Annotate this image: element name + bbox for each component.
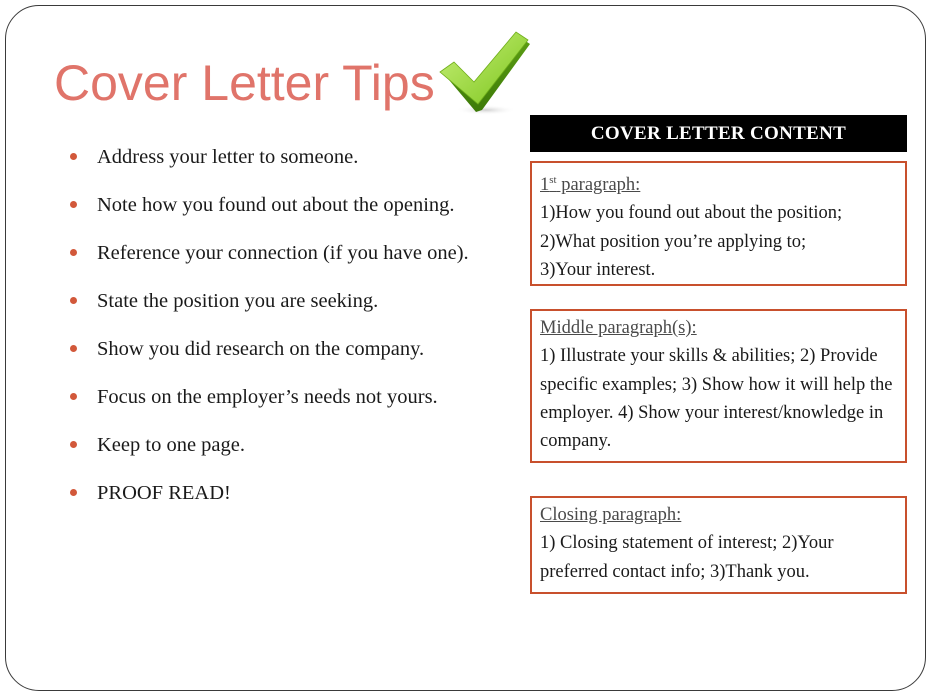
middle-paragraph-body: 1) Illustrate your skills & abilities; 2) Provide specific examples; 3) Show how it will help the employer. 4) Show your interest/knowledge in company. — [540, 346, 893, 452]
list-item — [70, 377, 470, 417]
tip-text: Focus on the employer’s needs not yours. — [97, 386, 438, 408]
closing-paragraph-body: 1) Closing statement of interest; 2)Your preferred contact info; 3)Thank you. — [540, 533, 834, 582]
tip-text: Address your letter to someone. — [97, 146, 359, 168]
list-item — [70, 281, 470, 321]
tip-text: PROOF READ! — [97, 482, 231, 504]
heading-ordinal: st — [549, 174, 557, 186]
list-item — [70, 425, 470, 465]
list-item — [70, 329, 470, 369]
tip-text: Reference your connection (if you have one). — [97, 242, 469, 264]
first-paragraph-box — [530, 161, 907, 286]
bullet-dot-icon — [70, 441, 77, 448]
tip-text: Show you did research on the company. — [97, 338, 425, 360]
tip-text: State the position you are seeking. — [97, 290, 379, 312]
bullet-dot-icon — [70, 297, 77, 304]
tip-text: Note how you found out about the opening. — [97, 194, 455, 216]
bullet-dot-icon — [70, 393, 77, 400]
first-paragraph-line: 2)What position you’re applying to; — [540, 231, 807, 252]
bullet-dot-icon — [70, 201, 77, 208]
list-item — [70, 233, 470, 273]
middle-paragraph-heading: Middle paragraph(s): — [540, 318, 697, 338]
tip-text: Keep to one page. — [97, 434, 245, 456]
content-header: COVER LETTER CONTENT — [530, 115, 907, 152]
first-paragraph-line: 3)Your interest. — [540, 260, 656, 281]
heading-label: paragraph: — [556, 175, 641, 196]
list-item — [70, 473, 470, 513]
bullet-dot-icon — [70, 345, 77, 352]
bullet-dot-icon — [70, 489, 77, 496]
first-paragraph-heading — [540, 166, 897, 199]
slide-title: Cover Letter Tips — [54, 55, 435, 111]
green-checkmark-icon — [436, 30, 536, 118]
heading-number: 1 — [540, 175, 550, 196]
tips-list — [70, 137, 470, 521]
list-item — [70, 185, 470, 225]
list-item — [70, 137, 470, 177]
bullet-dot-icon — [70, 249, 77, 256]
bullet-dot-icon — [70, 153, 77, 160]
middle-paragraph-box — [530, 309, 907, 463]
first-paragraph-line: 1)How you found out about the position; — [540, 203, 843, 224]
closing-paragraph-box — [530, 496, 907, 594]
closing-paragraph-heading: Closing paragraph: — [540, 505, 682, 525]
